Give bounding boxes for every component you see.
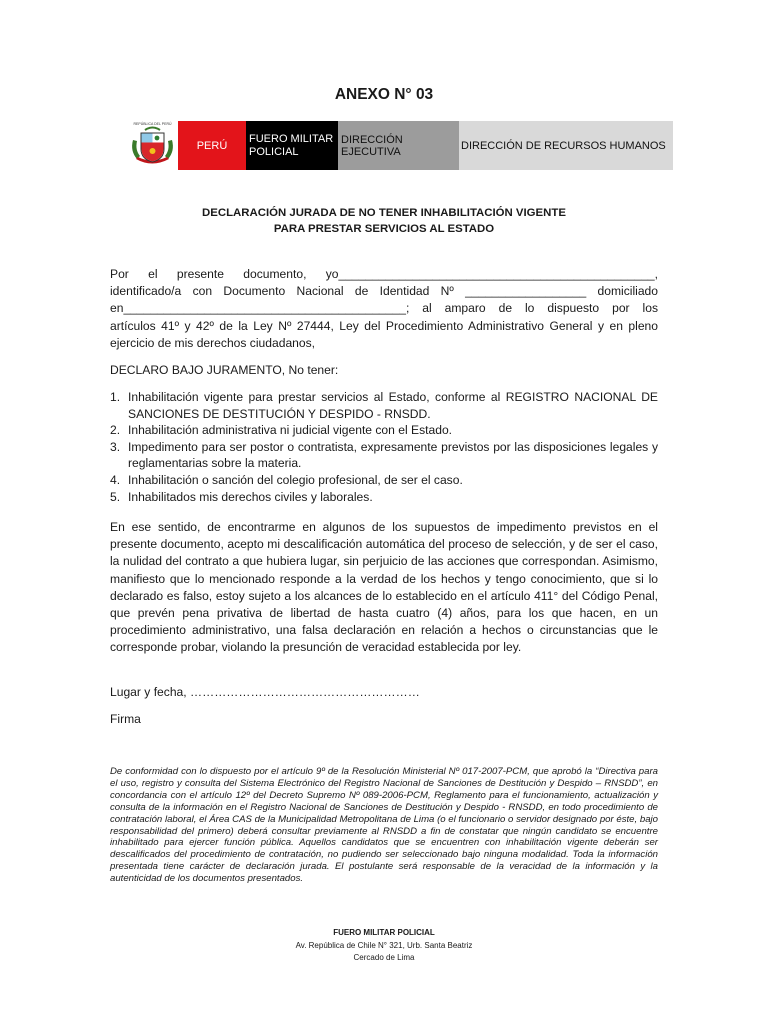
list-item: 1. Inhabilitación vigente para prestar servicios al Estado, conforme al REGISTRO NACIONAL DE SANCIONES DE DESTITUCIÓN Y DESPIDO - RNSDD. [110, 390, 658, 421]
intro-line-rest: artículos 41º y 42º de la Ley Nº 27444, Ley del Procedimiento Administrativo General y en pleno ejercicio de mis derechos ciudadanos, [110, 318, 658, 350]
legal-footnote: De conformidad con lo dispuesto por el artículo 9º de la Resolución Ministerial Nº 017-2007-PCM, que aprobó la “Directiva para el uso, registro y consulta del Sistema Electrónico del Registro Nacional de Sanciones de Destitución y Despido – RNSDD”, en concordancia con el artículo 12º del Decreto Supremo Nº 089-2006-PCM, Reglamento para el funcionamiento, actualización y consulta de la información en el Registro Nacional de Sanciones de Destitución y Despido - RNSDD, en todo procedimiento de contratación laboral, el Área CAS de la Municipalidad Metropolitana de Lima (o el funcionario o servidor designado por éste, bajo responsabilidad del primero) deberá consultar previamente al RNSDD a fin de constatar que ningún candidato se encuentre inhabilitado para ejercer función pública. Aquellos candidatos que se encuentren con inhabilitación vigente deberán ser descalificados del procedimiento de contratación, no pudiendo ser seleccionado bajo ninguna modalidad. Toda la información presentada tiene carácter de declaración jurada. El postulante será responsable de la veracidad de la información y la autenticidad de los documentos presentados. [110, 766, 658, 885]
peru-coat-of-arms-icon [127, 121, 178, 170]
list-item: 5. Inhabilitados mis derechos civiles y laborales. [110, 489, 373, 504]
banner-peru: PERÚ [178, 121, 246, 170]
banner-fmp-line2: POLICIAL [249, 145, 299, 158]
intro-line-domicilio: en__________________________________________; al amparo de lo dispuesto por los [110, 301, 658, 316]
footer-address: Av. República de Chile N° 321, Urb. Santa Beatriz [295, 940, 473, 950]
document-title-line2: PARA PRESTAR SERVICIOS AL ESTADO [273, 222, 495, 235]
annex-title: ANEXO N° 03 [334, 86, 434, 103]
banner-fuero-militar [246, 121, 338, 170]
header-banner [127, 121, 673, 170]
document-title-line1: DECLARACIÓN JURADA DE NO TENER INHABILITACIÓN VIGENTE [202, 207, 566, 219]
footer-district: Cercado de Lima [353, 953, 415, 962]
lugar-fecha-line: Lugar y fecha, ………………………………………………… [110, 685, 420, 699]
list-item: 4. Inhabilitación o sanción del colegio profesional, de ser el caso. [110, 472, 463, 487]
banner-direccion-rrhh: DIRECCIÓN DE RECURSOS HUMANOS [459, 121, 673, 170]
intro-paragraph [110, 266, 658, 352]
intro-line-dni: identificado/a con Documento Nacional de Identidad Nº __________________ domiciliado [110, 284, 658, 299]
banner-direccion-ejecutiva: DIRECCIÓN EJECUTIVA [338, 121, 459, 170]
firma-label: Firma [110, 712, 141, 726]
declaration-list [110, 389, 658, 505]
intro-line-name: Por el presente documento, yo_______________________________________________, [110, 267, 658, 281]
main-paragraph: En ese sentido, de encontrarme en algunos de los supuestos de impedimento previstos en el presente documento, acepto mi descalificación automática del proceso de selección, y de ser el caso, la nulidad del contrato a que hubiera lugar, sin perjuicio de las acciones que correspondan. Asimismo, manifiesto que lo mencionado responde a la verdad de los hechos y tengo conocimiento, que si lo declarado es falso, estoy sujeto a los alcances de lo establecido en el artículo 411° del Código Penal, que prevén pena privativa de libertad de hasta cuatro (4) años, para los que hacen, en un procedimiento administrativo, una falsa declaración en relación a hechos o circunstancias que le corresponde probar, violando la presunción de veracidad establecida por ley. [110, 520, 658, 655]
list-item: 2. Inhabilitación administrativa ni judicial vigente con el Estado. [110, 423, 453, 438]
footer-org: FUERO MILITAR POLICIAL [333, 928, 435, 937]
crest-label: REPÚBLICA DEL PERÚ [133, 122, 172, 126]
page-footer [0, 927, 768, 965]
document-title [0, 206, 768, 237]
banner-fmp-line1: FUERO MILITAR [249, 132, 334, 145]
declaro-heading: DECLARO BAJO JURAMENTO, No tener: [110, 363, 339, 377]
list-item: 3. Impedimento para ser postor o contratista, expresamente previstos por las disposiciones legales y reglamentarias sobre la materia. [110, 439, 658, 471]
